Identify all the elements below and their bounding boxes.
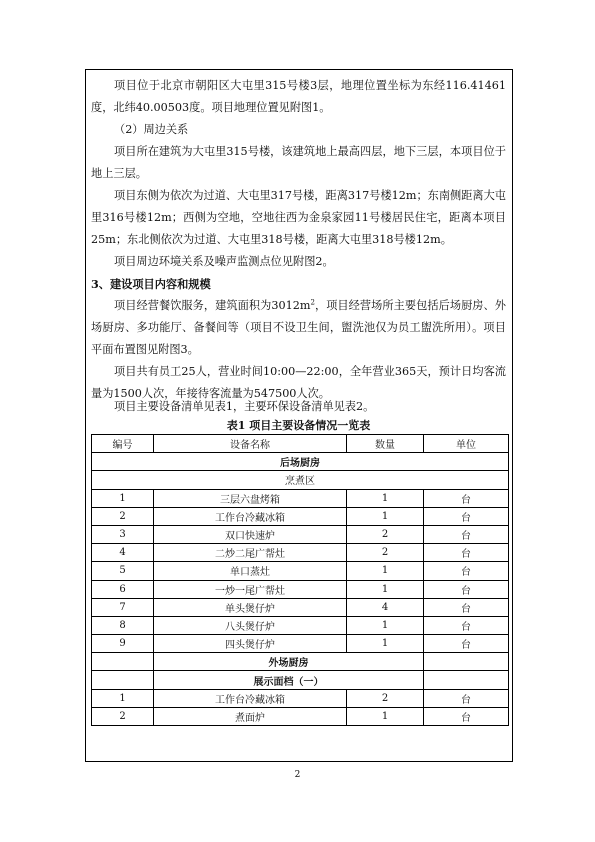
cell-unit: 台 (424, 707, 509, 725)
cell-empty (424, 671, 509, 689)
paragraph-business (91, 295, 506, 361)
cell-unit: 台 (424, 689, 509, 707)
section-front-kitchen: 外场厨房 (154, 653, 424, 671)
cell-equipment-name: 工作台冷藏冰箱 (154, 689, 347, 707)
cell-number: 1 (92, 489, 154, 507)
equipment-table (91, 434, 509, 726)
cell-number: 6 (92, 580, 154, 598)
cell-unit: 台 (424, 507, 509, 525)
table-row (92, 616, 509, 634)
table-row (92, 689, 509, 707)
table-row (92, 635, 509, 653)
table-row (92, 489, 509, 507)
cell-equipment-name: 单口蒸灶 (154, 562, 347, 580)
cell-quantity: 4 (347, 598, 424, 616)
table-caption: 表1 项目主要设备情况一览表 (226, 419, 371, 432)
heading-surroundings: （2）周边关系 (114, 123, 189, 136)
page-number: 2 (294, 770, 301, 780)
business-text-a: 项目经营餐饮服务，建筑面积为3012m (114, 299, 311, 312)
cell-number: 4 (92, 544, 154, 562)
cell-equipment-name: 四头煲仔炉 (154, 635, 347, 653)
cell-unit: 台 (424, 489, 509, 507)
paragraph-location: 项目位于北京市朝阳区大屯里315号楼3层，地理位置坐标为东经116.41461度，北纬40.00503度。项目地理位置见附图1。 (91, 79, 506, 114)
cell-equipment-name: 二炒二尾广帮灶 (154, 544, 347, 562)
cell-number: 8 (92, 616, 154, 634)
section-row-back-kitchen (92, 453, 509, 471)
header-quantity: 数量 (347, 435, 424, 453)
paragraph-building: 项目所在建筑为大屯里315号楼，该建筑地上最高四层，地下三层，本项目位于地上三层。 (91, 145, 506, 180)
cell-quantity: 1 (347, 635, 424, 653)
cell-empty (92, 653, 154, 671)
cell-empty (92, 671, 154, 689)
paragraph-staff: 项目共有员工25人，营业时间10:00—22:00，全年营业365天，预计日均客流量为1500人次，年接待客流量为547500人次。 (91, 365, 506, 400)
cell-number: 7 (92, 598, 154, 616)
cell-quantity: 1 (347, 562, 424, 580)
cell-number: 1 (92, 689, 154, 707)
cell-number: 5 (92, 562, 154, 580)
cell-quantity: 2 (347, 525, 424, 543)
paragraph-neighbors: 项目东侧为依次为过道、大屯里317号楼，距离317号楼12m；东南侧距离大屯里316号楼12m；西侧为空地，空地往西为金泉家园11号楼居民住宅，距离本项目25m；东北侧依次为过道、大屯里318号楼，距离大屯里318号楼12m。 (91, 189, 506, 246)
cell-unit: 台 (424, 616, 509, 634)
subsection-row-display-counter (92, 671, 509, 689)
cell-quantity: 1 (347, 507, 424, 525)
cell-quantity: 1 (347, 580, 424, 598)
subsection-display-counter: 展示面档（一） (154, 671, 424, 689)
cell-equipment-name: 一炒一尾广帮灶 (154, 580, 347, 598)
paragraph-equipment-ref: 项目主要设备清单见表1，主要环保设备清单见表2。 (114, 400, 375, 413)
cell-equipment-name: 八头煲仔炉 (154, 616, 347, 634)
section-row-front-kitchen (92, 653, 509, 671)
cell-equipment-name: 工作台冷藏冰箱 (154, 507, 347, 525)
cell-unit: 台 (424, 635, 509, 653)
cell-quantity: 2 (347, 544, 424, 562)
subsection-cooking-area: 烹煮区 (92, 471, 509, 489)
table-row (92, 562, 509, 580)
section-back-kitchen: 后场厨房 (92, 453, 509, 471)
table-row (92, 580, 509, 598)
section-heading-scope: 3、建设项目内容和规模 (91, 277, 211, 291)
table-row (92, 707, 509, 725)
cell-quantity: 2 (347, 689, 424, 707)
area-unit-superscript: 2 (310, 298, 315, 307)
cell-quantity: 1 (347, 489, 424, 507)
cell-equipment-name: 三层六盘烤箱 (154, 489, 347, 507)
table-row (92, 598, 509, 616)
paragraph-environment: 项目周边环境关系及噪声监测点位见附图2。 (114, 255, 334, 268)
header-number: 编号 (92, 435, 154, 453)
cell-number: 2 (92, 507, 154, 525)
cell-equipment-name: 煮面炉 (154, 707, 347, 725)
cell-unit: 台 (424, 580, 509, 598)
header-equipment-name: 设备名称 (154, 435, 347, 453)
table-row (92, 544, 509, 562)
subsection-row-cooking (92, 471, 509, 489)
cell-number: 9 (92, 635, 154, 653)
cell-number: 2 (92, 707, 154, 725)
cell-unit: 台 (424, 525, 509, 543)
cell-empty (424, 653, 509, 671)
cell-quantity: 1 (347, 616, 424, 634)
cell-unit: 台 (424, 598, 509, 616)
cell-equipment-name: 双口快速炉 (154, 525, 347, 543)
cell-equipment-name: 单头煲仔炉 (154, 598, 347, 616)
header-unit: 单位 (424, 435, 509, 453)
table-header-row (92, 435, 509, 453)
table-row (92, 507, 509, 525)
cell-unit: 台 (424, 562, 509, 580)
cell-quantity: 1 (347, 707, 424, 725)
cell-number: 3 (92, 525, 154, 543)
cell-unit: 台 (424, 544, 509, 562)
table-row (92, 525, 509, 543)
business-text-b: ，项目经营场所主要包括后场厨房、外场厨房、多功能厅、备餐间等（项目不设卫生间，盥洗池仅为员工盥洗所用）。项目平面布置图见附图3。 (91, 299, 506, 356)
